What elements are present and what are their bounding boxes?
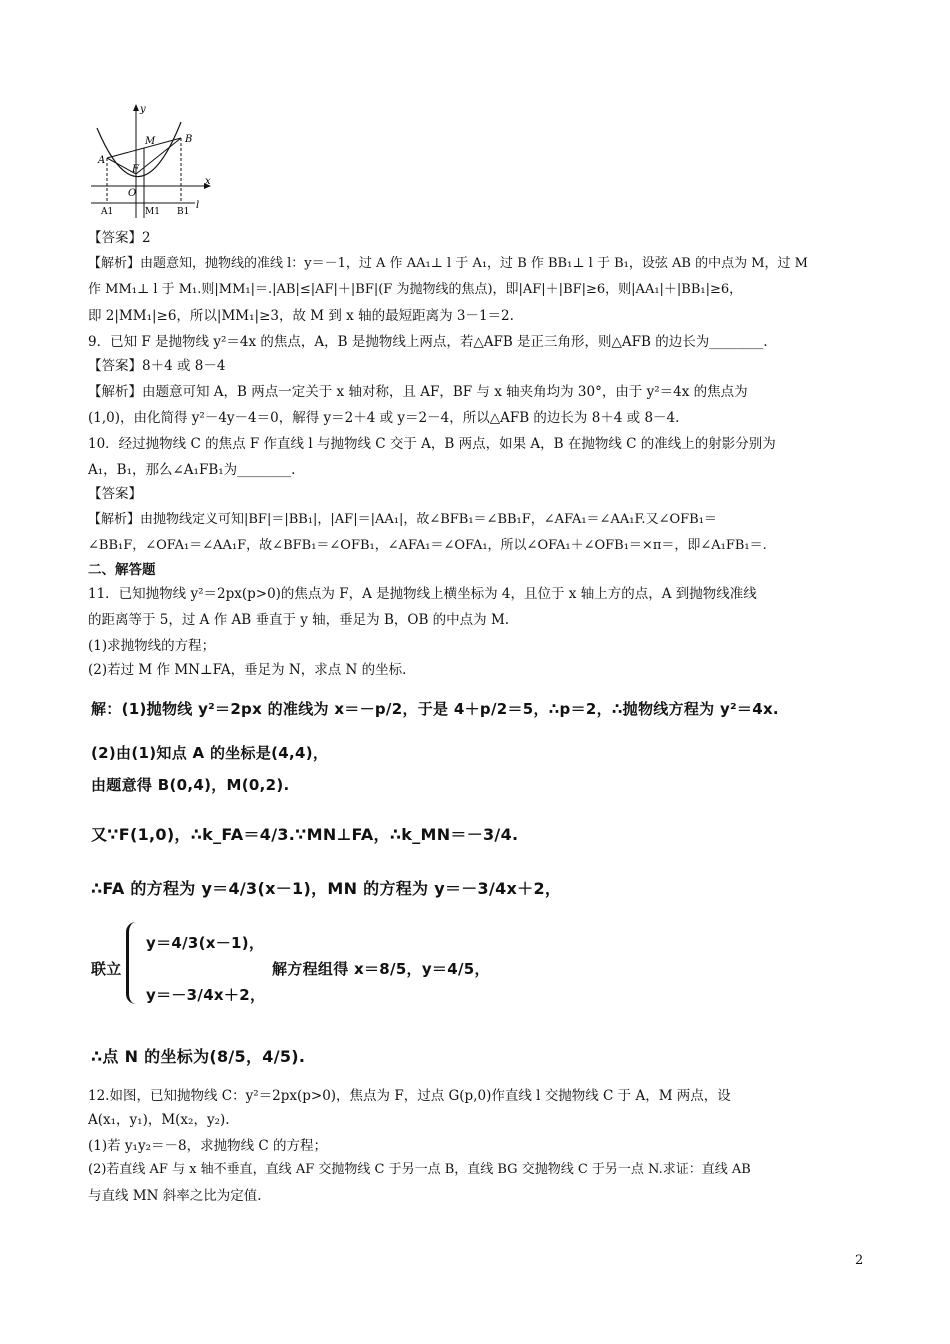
label-a1: A1 <box>101 207 114 217</box>
solution-step7: ∴点 N 的坐标为(8/5，4/5). <box>91 1047 306 1066</box>
question-12-part2: (2)若直线 AF 与 x 轴不垂直，直线 AF 交抛物线 C 于另一点 B，直线 BG 交抛物线 C 于另一点 N.求证：直线 AB <box>88 1162 751 1177</box>
question-10-line1: 10．经过抛物线 C 的焦点 F 作直线 l 与抛物线 C 交于 A，B 两点，如果 A，B 在抛物线 C 的准线上的射影分别为 <box>88 436 776 452</box>
label-l: l <box>196 200 200 211</box>
analysis-9-line1: 【解析】由题意可知 A，B 两点一定关于 x 轴对称，且 AF，BF 与 x 轴夹角均为 30°，由于 y²＝4x 的焦点为 <box>88 384 748 400</box>
system-eq1: y＝4/3(x－1)， <box>146 934 265 952</box>
label-b1: B1 <box>177 207 190 217</box>
segment-bf <box>136 138 181 174</box>
label-o: O <box>128 188 137 199</box>
question-10-line2: A₁，B₁，那么∠A₁FB₁为________. <box>88 462 296 478</box>
question-12-part1: (1)若 y₁y₂＝－8，求抛物线 C 的方程； <box>88 1138 327 1154</box>
answer-10: 【答案】 <box>88 486 142 502</box>
solution-step4: 又∵F(1,0)，∴k_FA＝4/3.∵MN⊥FA，∴k_MN＝－3/4. <box>91 825 519 844</box>
answer-9: 【答案】8＋4 或 8－4 <box>88 358 226 374</box>
question-11-part2: (2)若过 M 作 MN⊥FA，垂足为 N，求点 N 的坐标. <box>88 662 407 678</box>
system-brace <box>126 922 143 1004</box>
analysis-10-line2: ∠BB₁F，∠OFA₁＝∠AA₁F，故∠BFB₁＝∠OFB₁，∠AFA₁＝∠OFA₁，所以∠OFA₁＋∠OFB₁＝×π＝，即∠A₁FB₁＝. <box>88 538 767 553</box>
analysis-10-line1: 【解析】由抛物线定义可知|BF|＝|BB₁|，|AF|＝|AA₁|，故∠BFB₁＝∠BB₁F，∠AFA₁＝∠AA₁F.又∠OFB₁＝ <box>88 512 717 527</box>
solution-step1: 解：(1)抛物线 y²＝2px 的准线为 x＝－p/2，于是 4＋p/2＝5，∴p＝2，∴抛物线方程为 y²＝4x. <box>91 700 779 718</box>
analysis-9-line2: (1,0)，由化简得 y²－4y－4＝0，解得 y＝2＋4 或 y＝2－4，所以△AFB 的边长为 8＋4 或 8－4. <box>88 410 680 426</box>
question-12-line5: 与直线 MN 斜率之比为定值. <box>88 1188 262 1204</box>
question-11-line1: 11．已知抛物线 y²＝2px(p>0)的焦点为 F，A 是抛物线上横坐标为 4，且位于 x 轴上方的点，A 到抛物线准线 <box>88 586 757 602</box>
solution-system-result: 解方程组得 x＝8/5，y＝4/5， <box>272 960 490 978</box>
analysis-8-line2: 作 MM₁⊥ l 于 M₁.则|MM₁|＝.|AB|≤|AF|＋|BF|(F 为抛物线的焦点)，即|AF|＋|BF|≥6，则|AA₁|＋|BB₁|≥6， <box>88 282 743 297</box>
solution-step3: 由题意得 B(0,4)，M(0,2). <box>91 776 290 794</box>
system-eq2: y＝－3/4x＋2， <box>146 986 266 1004</box>
solution-step2: (2)由(1)知点 A 的坐标是(4,4)， <box>91 744 329 762</box>
label-y: y <box>140 104 146 115</box>
label-m: M <box>145 136 156 147</box>
solution-join-label: 联立 <box>91 960 122 978</box>
analysis-8-line3: 即 2|MM₁|≥6，所以|MM₁|≥3，故 M 到 x 轴的最短距离为 3－1＝2. <box>88 308 514 324</box>
question-12-line2: A(x₁，y₁)，M(x₂，y₂). <box>88 1112 230 1128</box>
parabola-figure <box>85 100 225 225</box>
question-11-part1: (1)求抛物线的方程； <box>88 638 216 654</box>
question-11-line2: 的距离等于 5，过 A 作 AB 垂直于 y 轴，垂足为 B，OB 的中点为 M. <box>88 612 510 628</box>
label-f: F <box>132 164 139 175</box>
label-x: x <box>205 176 211 187</box>
question-12-line1: 12.如图，已知抛物线 C：y²＝2px(p>0)，焦点为 F，过点 G(p,0)作直线 l 交抛物线 C 于 A，M 两点，设 <box>88 1088 731 1104</box>
label-m1: M1 <box>145 207 160 217</box>
y-axis-arrow <box>133 104 139 111</box>
label-b: B <box>185 134 193 145</box>
section-heading: 二、解答题 <box>88 562 156 578</box>
analysis-8-line1: 【解析】由题意知，抛物线的准线 l：y＝－1，过 A 作 AA₁⊥ l 于 A₁，过 B 作 BB₁⊥ l 于 B₁，设弦 AB 的中点为 M，过 M <box>88 256 808 271</box>
answer-8: 【答案】2 <box>88 230 151 246</box>
label-a: A <box>98 155 106 166</box>
solution-step5: ∴FA 的方程为 y＝4/3(x－1)，MN 的方程为 y＝－3/4x＋2， <box>91 879 562 898</box>
page-number: 2 <box>855 1253 864 1268</box>
question-9: 9．已知 F 是抛物线 y²＝4x 的焦点，A，B 是抛物线上两点，若△AFB 是正三角形，则△AFB 的边长为________. <box>88 334 768 350</box>
